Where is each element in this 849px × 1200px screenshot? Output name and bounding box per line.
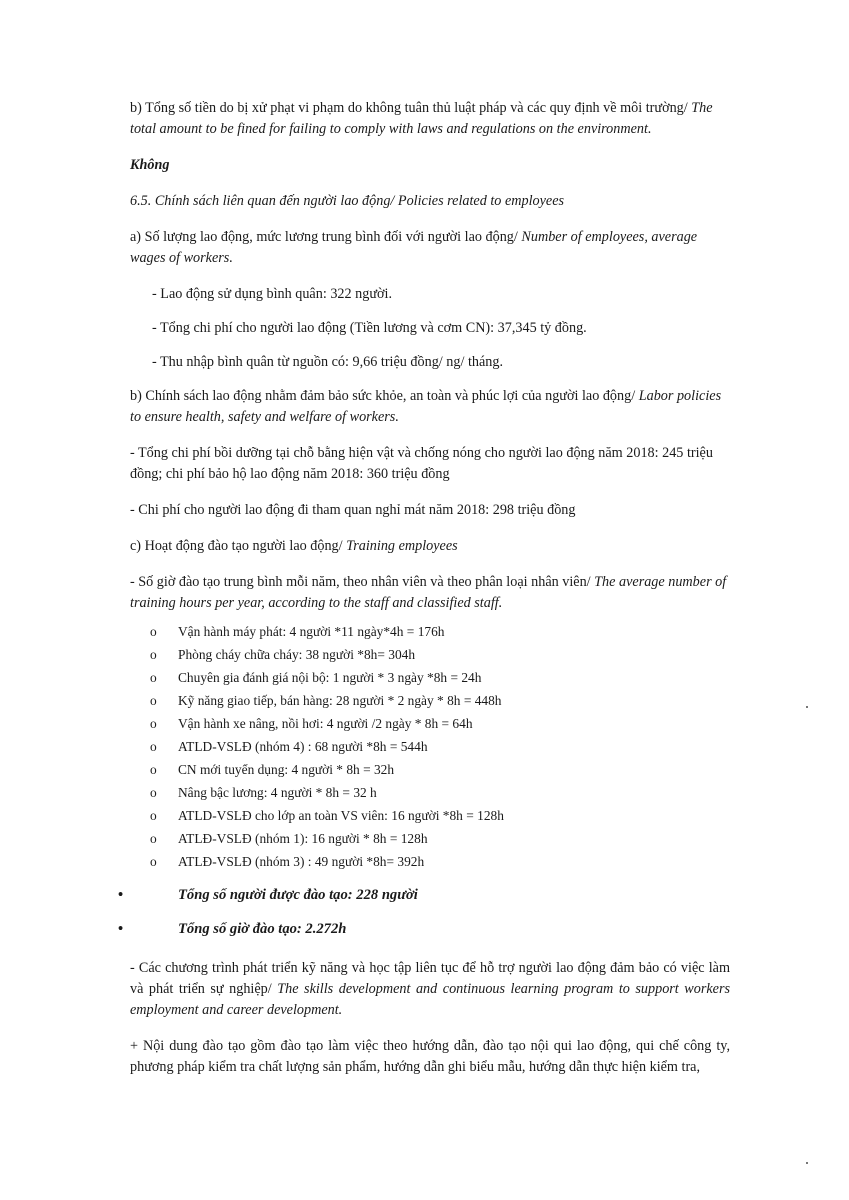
labor-policy-vi: b) Chính sách lao động nhằm đảm bảo sức khỏe, an toàn và phúc lợi của người lao động/ bbox=[130, 388, 636, 404]
training-course-text: Chuyên gia đánh giá nội bộ: 1 người * 3 ngày *8h = 24h bbox=[178, 670, 482, 685]
benefits-cost-line: - Tổng chi phí bồi dưỡng tại chỗ bằng hiện vật và chống nóng cho người lao động năm 2018: 245 triệu đồng; chi phí bảo hộ lao động năm 2018: 360 triệu đồng bbox=[130, 445, 713, 482]
skills-program-en: The skills development and continuous learning program to support workers employment and career development. bbox=[130, 981, 730, 1018]
labor-policy-paragraph bbox=[130, 386, 730, 428]
training-course-text: ATLĐ-VSLĐ (nhóm 3) : 49 người *8h= 392h bbox=[178, 854, 425, 869]
total-trainees: Tổng số người được đào tạo: 228 người bbox=[178, 887, 418, 903]
training-course-text: ATLD-VSLĐ cho lớp an toàn VS viên: 16 người *8h = 128h bbox=[178, 808, 504, 823]
bullet-icon: o bbox=[150, 739, 157, 754]
training-course-text: Kỹ năng giao tiếp, bán hàng: 28 người * 2 ngày * 8h = 448h bbox=[178, 693, 502, 708]
list-item bbox=[118, 912, 730, 946]
bullet-icon: o bbox=[150, 762, 157, 777]
training-hours-vi: - Số giờ đào tạo trung bình mỗi năm, theo nhân viên và theo phân loại nhân viên/ bbox=[130, 574, 591, 590]
training-heading-vi: c) Hoạt động đào tạo người lao động/ bbox=[130, 538, 343, 554]
vacation-cost-line: - Chi phí cho người lao động đi tham quan nghỉ mát năm 2018: 298 triệu đồng bbox=[130, 502, 576, 518]
training-course-text: ATLD-VSLĐ (nhóm 4) : 68 người *8h = 544h bbox=[178, 739, 428, 754]
list-item bbox=[130, 850, 730, 873]
scan-speck bbox=[806, 706, 808, 708]
list-item bbox=[130, 643, 730, 666]
training-heading-paragraph bbox=[130, 536, 730, 557]
training-hours-paragraph bbox=[130, 572, 730, 614]
training-course-text: CN mới tuyển dụng: 4 người * 8h = 32h bbox=[178, 762, 395, 777]
training-heading-en: Training employees bbox=[346, 538, 458, 554]
list-item bbox=[130, 804, 730, 827]
training-course-text: Phòng cháy chữa cháy: 38 người *8h= 304h bbox=[178, 647, 416, 662]
bullet-icon: o bbox=[150, 693, 157, 708]
list-item bbox=[130, 620, 730, 643]
bullet-icon: o bbox=[150, 808, 157, 823]
list-item bbox=[130, 666, 730, 689]
answer-none: Không bbox=[130, 157, 170, 173]
skills-program-vi: - Các chương trình phát triển kỹ năng và học tập liên tục để hỗ trợ người lao động đảm bảo có việc làm và phát triển sự nghiệp/ bbox=[130, 960, 730, 997]
training-course-text: Nâng bậc lương: 4 người * 8h = 32 h bbox=[178, 785, 377, 800]
training-content-paragraph: + Nội dung đào tạo gồm đào tạo làm việc theo hướng dẫn, đào tạo nội qui lao động, qui chế công ty, phương pháp kiểm tra chất lượng sản phẩm, hướng dẫn ghi biểu mẫu, hướng dẫn thực hiện kiểm tra, bbox=[130, 1038, 730, 1075]
bullet-icon: • bbox=[118, 921, 124, 937]
list-item bbox=[130, 735, 730, 758]
bullet-icon: • bbox=[118, 887, 124, 903]
bullet-icon: o bbox=[150, 831, 157, 846]
labor-policy-en: Labor policies to ensure health, safety and welfare of workers. bbox=[130, 388, 722, 425]
document-page bbox=[118, 98, 730, 1093]
bullet-icon: o bbox=[150, 647, 157, 662]
list-item bbox=[130, 689, 730, 712]
training-course-text: Vận hành xe nâng, nồi hơi: 4 người /2 ngày * 8h = 64h bbox=[178, 716, 473, 731]
env-fines-vi: b) Tổng số tiền do bị xử phạt vi phạm do không tuân thủ luật pháp và các quy định về môi trường/ bbox=[130, 100, 688, 116]
avg-employees-line: - Lao động sử dụng bình quân: 322 người. bbox=[152, 286, 393, 302]
training-course-text: ATLĐ-VSLĐ (nhóm 1): 16 người * 8h = 128h bbox=[178, 831, 428, 846]
env-fines-paragraph bbox=[130, 98, 730, 140]
scan-speck bbox=[806, 1162, 808, 1164]
env-fines-en: The total amount to be fined for failing to comply with laws and regulations on the environment. bbox=[130, 100, 713, 137]
employees-wages-vi: a) Số lượng lao động, mức lương trung bình đối với người lao động/ bbox=[130, 229, 518, 245]
training-summary-list bbox=[118, 878, 730, 946]
training-hours-en: The average number of training hours per year, according to the staff and classified staff. bbox=[130, 574, 727, 611]
bullet-icon: o bbox=[150, 624, 157, 639]
total-training-hours: Tổng số giờ đào tạo: 2.272h bbox=[178, 921, 347, 937]
avg-income-line: - Thu nhập bình quân từ nguồn có: 9,66 triệu đồng/ ng/ tháng. bbox=[152, 354, 504, 370]
employees-wages-paragraph bbox=[130, 227, 730, 269]
bullet-icon: o bbox=[150, 670, 157, 685]
list-item bbox=[130, 758, 730, 781]
bullet-icon: o bbox=[150, 716, 157, 731]
list-item bbox=[130, 712, 730, 735]
section-heading-6-5: 6.5. Chính sách liên quan đến người lao động/ Policies related to employees bbox=[130, 193, 565, 209]
training-course-text: Vận hành máy phát: 4 người *11 ngày*4h = 176h bbox=[178, 624, 445, 639]
list-item bbox=[130, 827, 730, 850]
bullet-icon: o bbox=[150, 854, 157, 869]
skills-program-paragraph bbox=[130, 958, 730, 1021]
list-item bbox=[130, 781, 730, 804]
list-item bbox=[118, 878, 730, 912]
total-cost-line: - Tổng chi phí cho người lao động (Tiền lương và cơm CN): 37,345 tỷ đồng. bbox=[152, 320, 587, 336]
bullet-icon: o bbox=[150, 785, 157, 800]
training-course-list bbox=[130, 620, 730, 873]
employees-wages-en: Number of employees, average wages of workers. bbox=[130, 229, 698, 266]
